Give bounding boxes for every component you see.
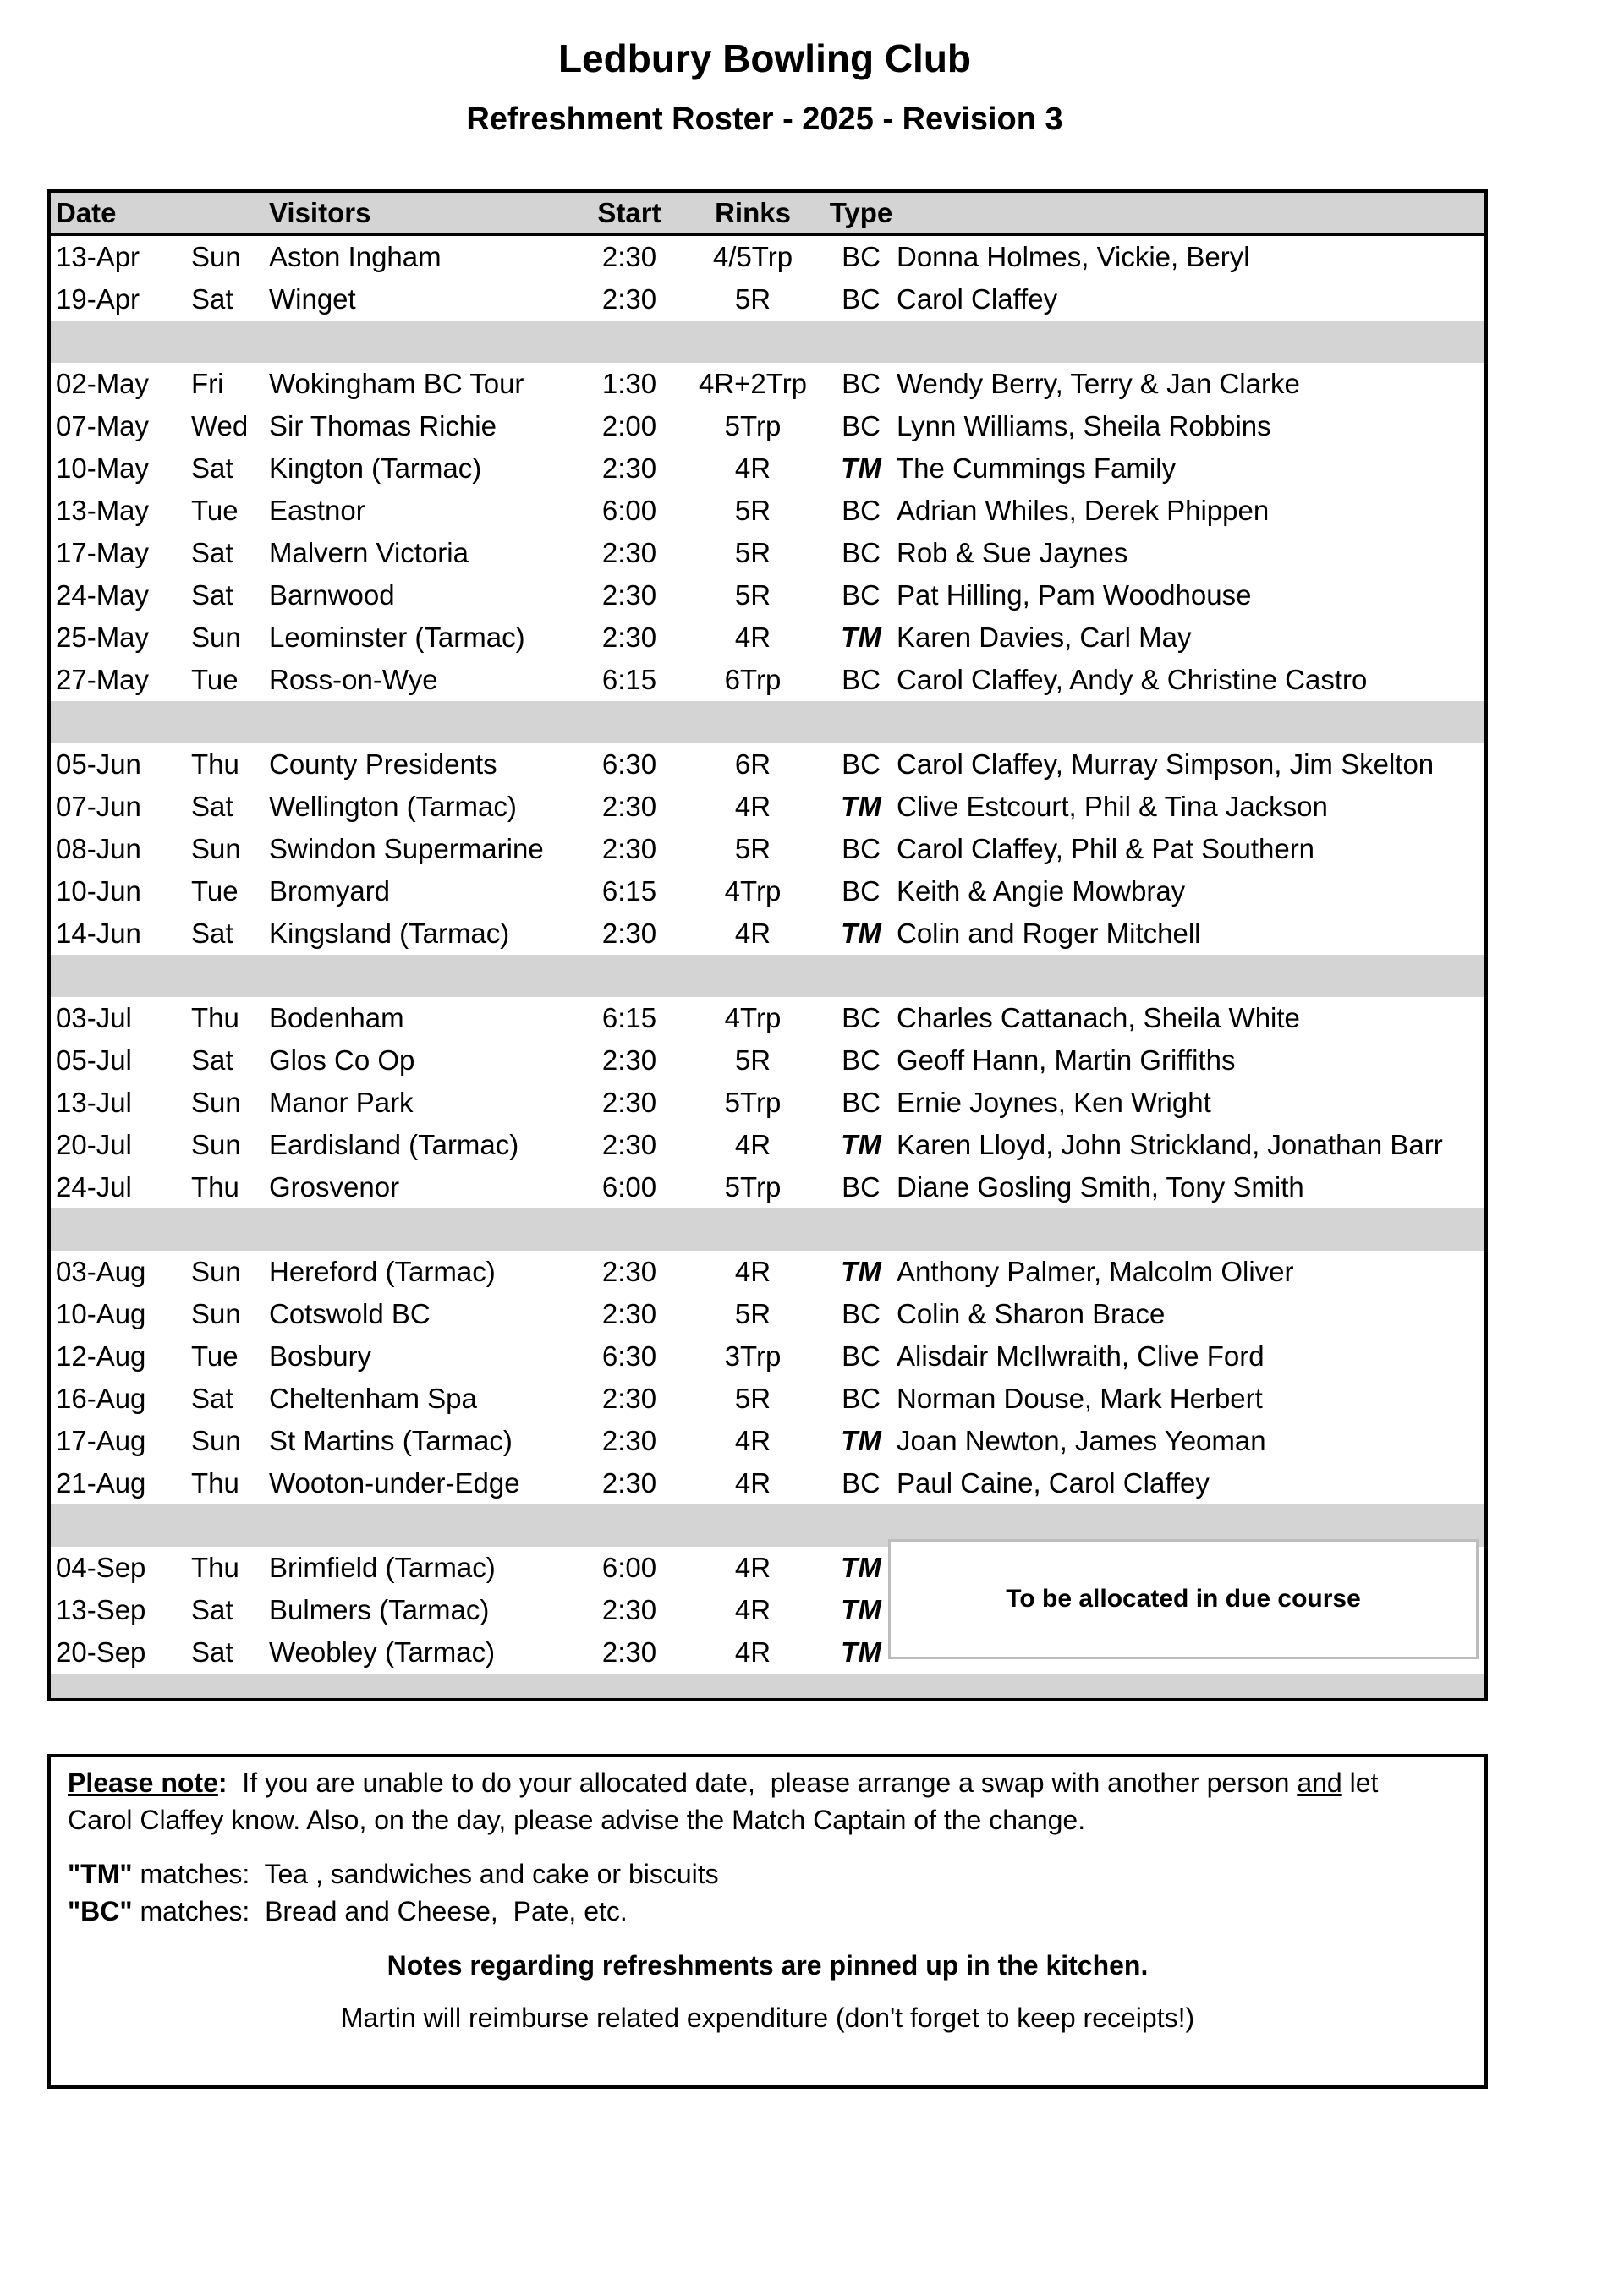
- visitors-cell: Kingsland (Tarmac): [269, 918, 510, 949]
- start-cell: 2:30: [601, 918, 657, 949]
- start-cell: 2:30: [601, 1044, 657, 1076]
- volunteers-cell: Carol Claffey: [897, 283, 1058, 315]
- rinks-cell: 4/5Trp: [712, 241, 793, 272]
- date-cell: 14-Jun: [56, 918, 141, 949]
- visitors-cell: Malvern Victoria: [269, 537, 469, 568]
- volunteers-cell: Karen Davies, Carl May: [897, 622, 1192, 653]
- start-cell: 6:30: [601, 748, 657, 780]
- volunteers-cell: Colin & Sharon Brace: [897, 1298, 1166, 1329]
- visitors-cell: Glos Co Op: [269, 1044, 415, 1076]
- type-cell: BC: [842, 1467, 881, 1499]
- day-cell: Sat: [191, 918, 233, 949]
- rinks-cell: 5R: [734, 1044, 771, 1076]
- rinks-cell: 4R: [734, 1256, 771, 1287]
- table-row: [51, 1420, 1484, 1462]
- visitors-cell: Barnwood: [269, 579, 395, 611]
- type-cell: BC: [842, 1298, 881, 1329]
- rinks-cell: 4R: [734, 452, 771, 484]
- type-cell: BC: [842, 579, 881, 611]
- type-cell: BC: [842, 833, 881, 864]
- rinks-cell: 6R: [734, 748, 771, 780]
- start-cell: 2:30: [601, 1129, 657, 1160]
- rinks-cell: 5R: [734, 537, 771, 568]
- volunteers-cell: Ernie Joynes, Ken Wright: [897, 1087, 1211, 1118]
- volunteers-cell: Carol Claffey, Murray Simpson, Jim Skelton: [897, 748, 1435, 780]
- volunteers-cell: Lynn Williams, Sheila Robbins: [897, 410, 1271, 441]
- visitors-cell: Bromyard: [269, 875, 391, 907]
- day-cell: Sat: [191, 452, 233, 484]
- notes-and: and: [1297, 1767, 1342, 1798]
- type-cell: TM: [841, 1552, 881, 1583]
- day-cell: Sat: [191, 283, 233, 315]
- day-cell: Thu: [191, 748, 239, 780]
- table-row: [51, 278, 1484, 321]
- day-cell: Sun: [191, 1256, 241, 1287]
- visitors-cell: Cheltenham Spa: [269, 1383, 477, 1414]
- notes-label-colon: :: [217, 1767, 228, 1798]
- header-rinks: Rinks: [715, 197, 791, 228]
- volunteers-cell: Charles Cattanach, Sheila White: [897, 1002, 1300, 1033]
- table-row: [51, 1378, 1484, 1420]
- month-separator: [51, 321, 1484, 363]
- start-cell: 6:00: [601, 495, 657, 526]
- volunteers-cell: Paul Caine, Carol Claffey: [897, 1467, 1210, 1499]
- rinks-cell: 5Trp: [724, 410, 782, 441]
- rinks-cell: 5R: [734, 495, 771, 526]
- table-row: [51, 1335, 1484, 1378]
- type-cell: BC: [842, 368, 881, 399]
- date-cell: 12-Aug: [56, 1340, 146, 1372]
- start-cell: 2:30: [601, 791, 657, 822]
- date-cell: 07-Jun: [56, 791, 141, 822]
- start-cell: 2:30: [601, 1425, 657, 1456]
- day-cell: Sun: [191, 1129, 241, 1160]
- header-visitors: Visitors: [269, 197, 371, 228]
- month-separator: [51, 701, 1484, 743]
- rinks-cell: 4R: [734, 791, 771, 822]
- date-cell: 02-May: [56, 368, 150, 399]
- table-row: [51, 405, 1484, 447]
- day-cell: Tue: [191, 664, 239, 695]
- visitors-cell: Sir Thomas Richie: [269, 410, 497, 441]
- date-cell: 16-Aug: [56, 1383, 146, 1414]
- reimburse-note: Martin will reimburse related expenditure (don't forget to keep receipts!): [340, 2003, 1195, 2033]
- visitors-cell: Bosbury: [269, 1340, 372, 1372]
- volunteers-cell: Pat Hilling, Pam Woodhouse: [897, 579, 1252, 611]
- type-cell: BC: [842, 1171, 881, 1203]
- day-cell: Sat: [191, 1636, 233, 1668]
- notes-box: [47, 1754, 1488, 2089]
- start-cell: 6:00: [601, 1171, 657, 1203]
- visitors-cell: Manor Park: [269, 1087, 414, 1118]
- day-cell: Thu: [191, 1002, 239, 1033]
- visitors-cell: Swindon Supermarine: [269, 833, 544, 864]
- rinks-cell: 6Trp: [724, 664, 782, 695]
- day-cell: Sat: [191, 791, 233, 822]
- start-cell: 2:30: [601, 622, 657, 653]
- day-cell: Sun: [191, 241, 241, 272]
- rinks-cell: 4Trp: [724, 1002, 782, 1033]
- start-cell: 2:30: [601, 1594, 657, 1625]
- day-cell: Sun: [191, 833, 241, 864]
- start-cell: 2:30: [601, 1256, 657, 1287]
- day-cell: Sun: [191, 1425, 241, 1456]
- month-separator: [51, 1208, 1484, 1251]
- day-cell: Sat: [191, 579, 233, 611]
- visitors-cell: Ross-on-Wye: [269, 664, 438, 695]
- start-cell: 1:30: [601, 368, 657, 399]
- start-cell: 6:15: [601, 875, 657, 907]
- volunteers-cell: Karen Lloyd, John Strickland, Jonathan Barr: [897, 1129, 1443, 1160]
- type-cell: BC: [842, 1340, 881, 1372]
- header-start: Start: [597, 197, 661, 228]
- type-cell: TM: [841, 1636, 881, 1668]
- type-cell: BC: [842, 537, 881, 568]
- tm-label: "TM": [68, 1859, 133, 1889]
- date-cell: 13-May: [56, 495, 150, 526]
- volunteers-cell: Donna Holmes, Vickie, Beryl: [897, 241, 1250, 272]
- visitors-cell: County Presidents: [269, 748, 497, 780]
- day-cell: Sat: [191, 537, 233, 568]
- bc-note: [68, 1896, 628, 1927]
- rinks-cell: 4R: [734, 1467, 771, 1499]
- visitors-cell: St Martins (Tarmac): [269, 1425, 513, 1456]
- volunteers-cell: Rob & Sue Jaynes: [897, 537, 1128, 568]
- date-cell: 07-May: [56, 410, 150, 441]
- volunteers-cell: Carol Claffey, Phil & Pat Southern: [897, 833, 1315, 864]
- day-cell: Sat: [191, 1044, 233, 1076]
- type-cell: TM: [841, 622, 881, 653]
- table-header: [51, 193, 1484, 236]
- allocation-note-box: To be allocated in due course: [888, 1539, 1479, 1659]
- table-row: [51, 1293, 1484, 1335]
- table-row: [51, 1124, 1484, 1166]
- type-cell: BC: [842, 410, 881, 441]
- visitors-cell: Grosvenor: [269, 1171, 400, 1203]
- month-separator: [51, 1674, 1484, 1701]
- day-cell: Thu: [191, 1552, 239, 1583]
- start-cell: 2:30: [601, 833, 657, 864]
- type-cell: BC: [842, 1044, 881, 1076]
- notes-line-2: Carol Claffey know. Also, on the day, please advise the Match Captain of the change.: [68, 1805, 1086, 1835]
- rinks-cell: 5R: [734, 283, 771, 315]
- roster-table: [47, 189, 1488, 1701]
- notes-line-1: [68, 1767, 1378, 1799]
- start-cell: 2:30: [601, 1383, 657, 1414]
- type-cell: BC: [842, 875, 881, 907]
- notes-text-a: If you are unable to do your allocated date, please arrange a swap with another person: [227, 1767, 1298, 1798]
- visitors-cell: Bodenham: [269, 1002, 404, 1033]
- type-cell: TM: [841, 1256, 881, 1287]
- visitors-cell: Winget: [269, 283, 356, 315]
- day-cell: Fri: [191, 368, 224, 399]
- rinks-cell: 5R: [734, 1298, 771, 1329]
- start-cell: 2:30: [601, 1636, 657, 1668]
- bc-text: matches: Bread and Cheese, Pate, etc.: [132, 1896, 628, 1926]
- type-cell: BC: [842, 1383, 881, 1414]
- visitors-cell: Kington (Tarmac): [269, 452, 482, 484]
- start-cell: 2:30: [601, 241, 657, 272]
- table-row: [51, 1251, 1484, 1293]
- type-cell: BC: [842, 1002, 881, 1033]
- volunteers-cell: Norman Douse, Mark Herbert: [897, 1383, 1263, 1414]
- volunteers-cell: Wendy Berry, Terry & Jan Clarke: [897, 368, 1300, 399]
- start-cell: 2:30: [601, 1467, 657, 1499]
- volunteers-cell: Geoff Hann, Martin Griffiths: [897, 1044, 1236, 1076]
- rinks-cell: 4R: [734, 1129, 771, 1160]
- start-cell: 2:30: [601, 579, 657, 611]
- table-row: [51, 363, 1484, 405]
- page-title: Ledbury Bowling Club: [557, 36, 972, 80]
- rinks-cell: 5R: [734, 833, 771, 864]
- table-row: [51, 1166, 1484, 1208]
- table-row: [51, 912, 1484, 955]
- date-cell: 03-Jul: [56, 1002, 132, 1033]
- volunteers-cell: Joan Newton, James Yeoman: [897, 1425, 1266, 1456]
- type-cell: TM: [841, 791, 881, 822]
- visitors-cell: Aston Ingham: [269, 241, 442, 272]
- pinned-note: Notes regarding refreshments are pinned up in the kitchen.: [387, 1950, 1149, 1981]
- visitors-cell: Wooton-under-Edge: [269, 1467, 520, 1499]
- date-cell: 13-Apr: [56, 241, 140, 272]
- date-cell: 10-Jun: [56, 875, 141, 907]
- start-cell: 6:15: [601, 1002, 657, 1033]
- volunteers-cell: Anthony Palmer, Malcolm Oliver: [897, 1256, 1294, 1287]
- table-row: [51, 659, 1484, 701]
- volunteers-cell: Clive Estcourt, Phil & Tina Jackson: [897, 791, 1328, 822]
- day-cell: Tue: [191, 875, 239, 907]
- type-cell: TM: [841, 1425, 881, 1456]
- type-cell: BC: [842, 748, 881, 780]
- type-cell: BC: [842, 241, 881, 272]
- start-cell: 6:00: [601, 1552, 657, 1583]
- date-cell: 05-Jun: [56, 748, 141, 780]
- visitors-cell: Wokingham BC Tour: [269, 368, 524, 399]
- visitors-cell: Eastnor: [269, 495, 365, 526]
- rinks-cell: 4R: [734, 918, 771, 949]
- volunteers-cell: Alisdair McIlwraith, Clive Ford: [897, 1340, 1265, 1372]
- month-separator: [51, 955, 1484, 997]
- type-cell: TM: [841, 452, 881, 484]
- type-cell: TM: [841, 918, 881, 949]
- rinks-cell: 5R: [734, 579, 771, 611]
- table-row: [51, 1039, 1484, 1082]
- notes-text-b: let: [1341, 1767, 1379, 1798]
- date-cell: 25-May: [56, 622, 150, 653]
- day-cell: Wed: [191, 410, 249, 441]
- day-cell: Sun: [191, 1298, 241, 1329]
- date-cell: 27-May: [56, 664, 150, 695]
- table-body: [51, 236, 1484, 1701]
- visitors-cell: Hereford (Tarmac): [269, 1256, 496, 1287]
- date-cell: 24-May: [56, 579, 150, 611]
- volunteers-cell: Keith & Angie Mowbray: [897, 875, 1186, 907]
- type-cell: TM: [841, 1594, 881, 1625]
- table-row: [51, 574, 1484, 616]
- start-cell: 6:30: [601, 1340, 657, 1372]
- rinks-cell: 5Trp: [724, 1171, 782, 1203]
- type-cell: TM: [841, 1129, 881, 1160]
- day-cell: Thu: [191, 1467, 239, 1499]
- visitors-cell: Bulmers (Tarmac): [269, 1594, 490, 1625]
- table-row: [51, 1082, 1484, 1124]
- day-cell: Sun: [191, 1087, 241, 1118]
- date-cell: 17-Aug: [56, 1425, 146, 1456]
- page-subtitle: Refreshment Roster - 2025 - Revision 3: [466, 101, 1063, 137]
- visitors-cell: Brimfield (Tarmac): [269, 1552, 496, 1583]
- date-cell: 13-Sep: [56, 1594, 146, 1625]
- header-date: Date: [56, 197, 117, 228]
- rinks-cell: 4R: [734, 622, 771, 653]
- rinks-cell: 4R+2Trp: [698, 368, 808, 399]
- visitors-cell: Cotswold BC: [269, 1298, 431, 1329]
- date-cell: 10-May: [56, 452, 150, 484]
- table-row: [51, 490, 1484, 532]
- header-type: Type: [829, 197, 893, 228]
- volunteers-cell: Carol Claffey, Andy & Christine Castro: [897, 664, 1368, 695]
- day-cell: Tue: [191, 1340, 239, 1372]
- date-cell: 21-Aug: [56, 1467, 146, 1499]
- table-row: [51, 870, 1484, 912]
- start-cell: 6:15: [601, 664, 657, 695]
- rinks-cell: 3Trp: [724, 1340, 782, 1372]
- start-cell: 2:30: [601, 1087, 657, 1118]
- rinks-cell: 4R: [734, 1594, 771, 1625]
- day-cell: Sat: [191, 1594, 233, 1625]
- date-cell: 03-Aug: [56, 1256, 146, 1287]
- day-cell: Sun: [191, 622, 241, 653]
- date-cell: 08-Jun: [56, 833, 141, 864]
- table-row: [51, 743, 1484, 786]
- volunteers-cell: The Cummings Family: [897, 452, 1177, 484]
- table-row: [51, 447, 1484, 490]
- day-cell: Sat: [191, 1383, 233, 1414]
- type-cell: BC: [842, 664, 881, 695]
- rinks-cell: 4Trp: [724, 875, 782, 907]
- date-cell: 13-Jul: [56, 1087, 132, 1118]
- date-cell: 04-Sep: [56, 1552, 146, 1583]
- table-row: [51, 236, 1484, 278]
- start-cell: 2:30: [601, 537, 657, 568]
- date-cell: 10-Aug: [56, 1298, 146, 1329]
- rinks-cell: 5Trp: [724, 1087, 782, 1118]
- tm-text: matches: Tea , sandwiches and cake or biscuits: [132, 1859, 719, 1889]
- table-row: [51, 1462, 1484, 1504]
- day-cell: Thu: [191, 1171, 239, 1203]
- visitors-cell: Weobley (Tarmac): [269, 1636, 496, 1668]
- rinks-cell: 4R: [734, 1636, 771, 1668]
- date-cell: 19-Apr: [56, 283, 140, 315]
- table-row: [51, 532, 1484, 574]
- start-cell: 2:30: [601, 283, 657, 315]
- date-cell: 17-May: [56, 537, 150, 568]
- day-cell: Tue: [191, 495, 239, 526]
- table-row: [51, 828, 1484, 870]
- bc-label: "BC": [68, 1896, 133, 1926]
- table-row: [51, 616, 1484, 659]
- tm-note: [68, 1859, 719, 1890]
- date-cell: 24-Jul: [56, 1171, 132, 1203]
- visitors-cell: Wellington (Tarmac): [269, 791, 517, 822]
- volunteers-cell: Adrian Whiles, Derek Phippen: [897, 495, 1270, 526]
- date-cell: 05-Jul: [56, 1044, 132, 1076]
- rinks-cell: 5R: [734, 1383, 771, 1414]
- visitors-cell: Eardisland (Tarmac): [269, 1129, 519, 1160]
- volunteers-cell: Diane Gosling Smith, Tony Smith: [897, 1171, 1304, 1203]
- rinks-cell: 4R: [734, 1425, 771, 1456]
- start-cell: 2:30: [601, 1298, 657, 1329]
- type-cell: BC: [842, 1087, 881, 1118]
- type-cell: BC: [842, 283, 881, 315]
- table-row: [51, 997, 1484, 1039]
- visitors-cell: Leominster (Tarmac): [269, 622, 525, 653]
- rinks-cell: 4R: [734, 1552, 771, 1583]
- start-cell: 2:00: [601, 410, 657, 441]
- table-row: [51, 786, 1484, 828]
- start-cell: 2:30: [601, 452, 657, 484]
- volunteers-cell: Colin and Roger Mitchell: [897, 918, 1201, 949]
- date-cell: 20-Sep: [56, 1636, 146, 1668]
- notes-label: Please note: [68, 1767, 218, 1798]
- type-cell: BC: [842, 495, 881, 526]
- date-cell: 20-Jul: [56, 1129, 132, 1160]
